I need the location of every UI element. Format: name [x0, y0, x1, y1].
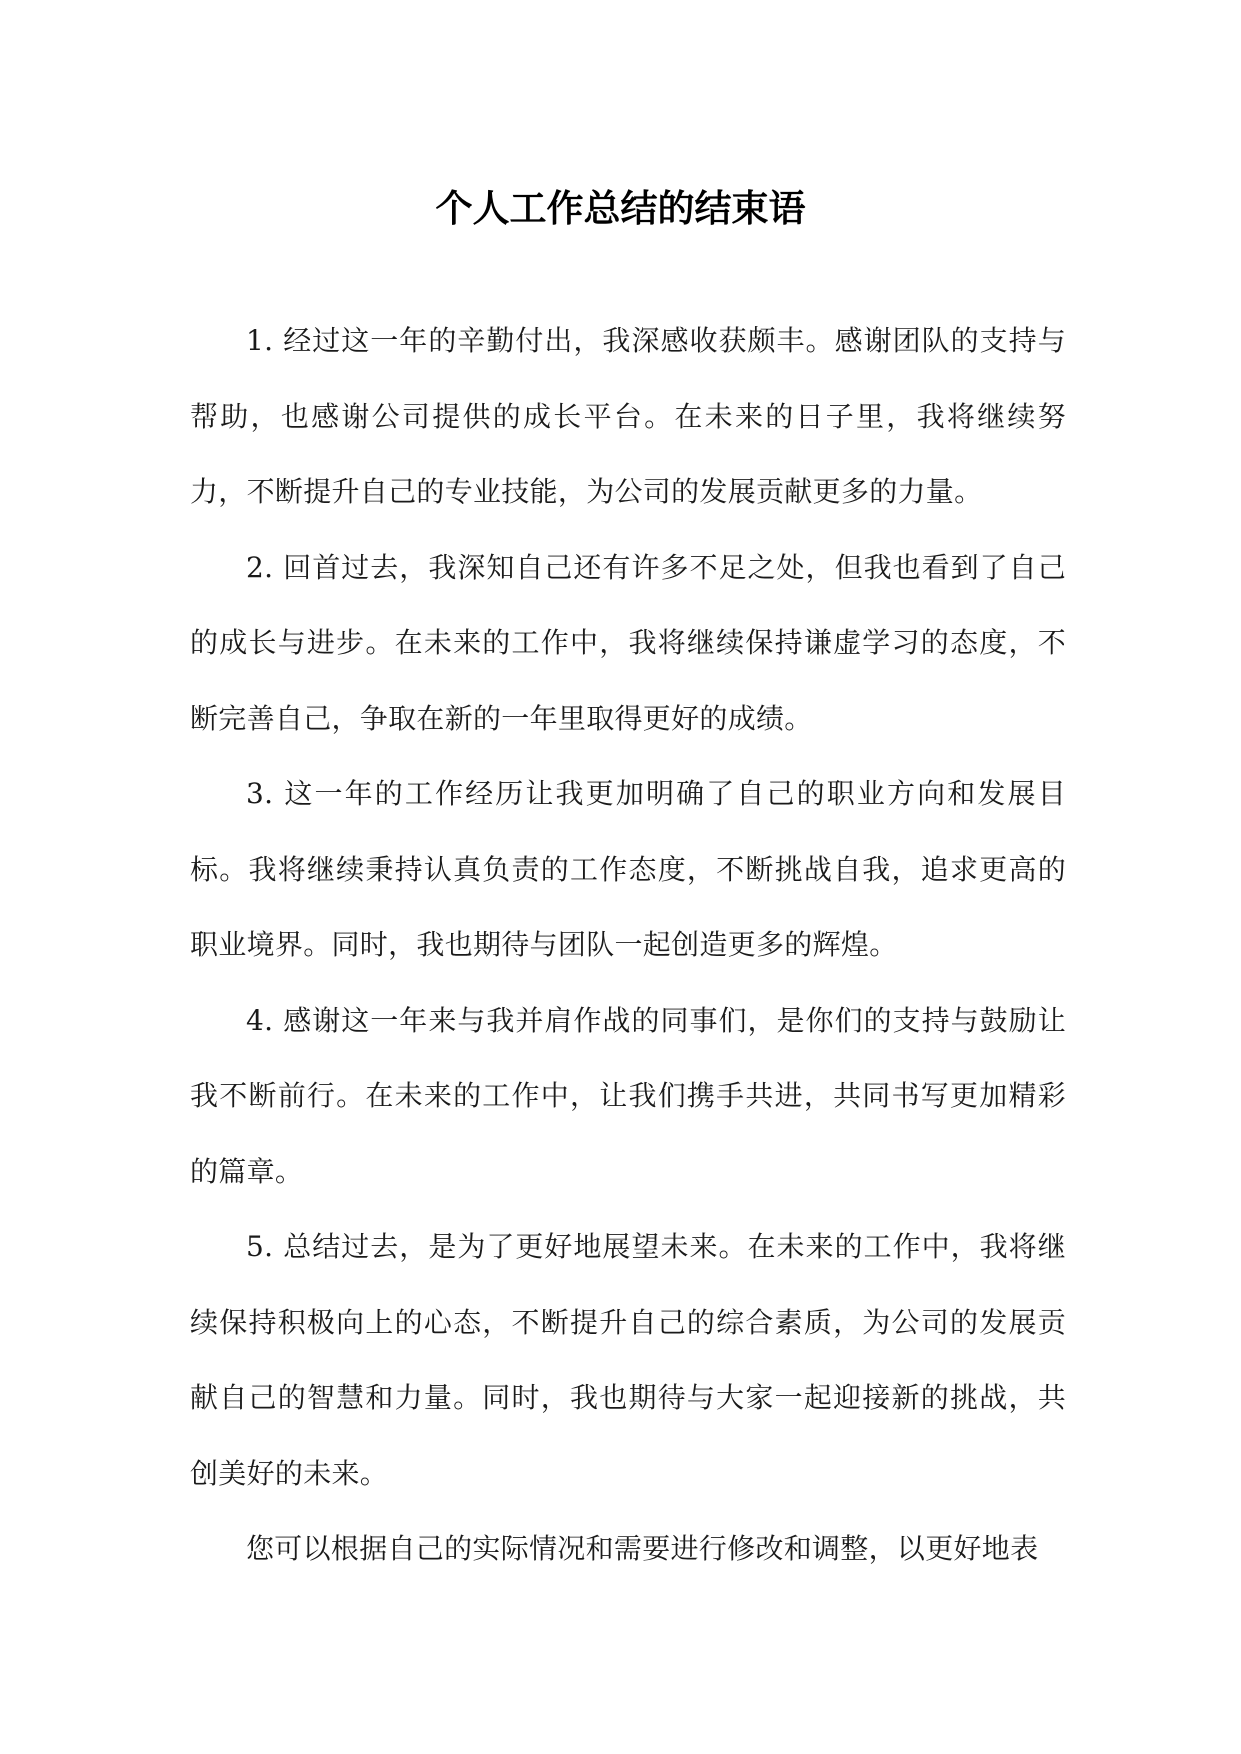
paragraph-6: 您可以根据自己的实际情况和需要进行修改和调整，以更好地表: [246, 1532, 1039, 1565]
paragraph-5: 5. 总结过去，是为了更好地展望未来。在未来的工作中，我将继续保持积极向上的心态，不断提升自己的综合素质，为公司的发展贡献自己的智慧和力量。同时，我也期待与大家一起迎接新的挑战，共创美好的未来。: [190, 1230, 1066, 1490]
paragraph-2: 2. 回首过去，我深知自己还有许多不足之处，但我也看到了自己的成长与进步。在未来的工作中，我将继续保持谦虚学习的态度，不断完善自己，争取在新的一年里取得更好的成绩。: [190, 550, 1066, 735]
document-body: [190, 303, 1066, 1587]
document-title: 个人工作总结的结束语: [435, 186, 806, 230]
paragraph-3: 3. 这一年的工作经历让我更加明确了自己的职业方向和发展目标。我将继续秉持认真负责的工作态度，不断挑战自我，追求更高的职业境界。同时，我也期待与团队一起创造更多的辉煌。: [190, 777, 1066, 961]
paragraph-4: 4. 感谢这一年来与我并肩作战的同事们，是你们的支持与鼓励让我不断前行。在未来的工作中，让我们携手共进，共同书写更加精彩的篇章。: [190, 1003, 1066, 1188]
paragraph-1: 1. 经过这一年的辛勤付出，我深感收获颇丰。感谢团队的支持与帮助，也感谢公司提供的成长平台。在未来的日子里，我将继续努力，不断提升自己的专业技能，为公司的发展贡献更多的力量。: [190, 324, 1066, 508]
